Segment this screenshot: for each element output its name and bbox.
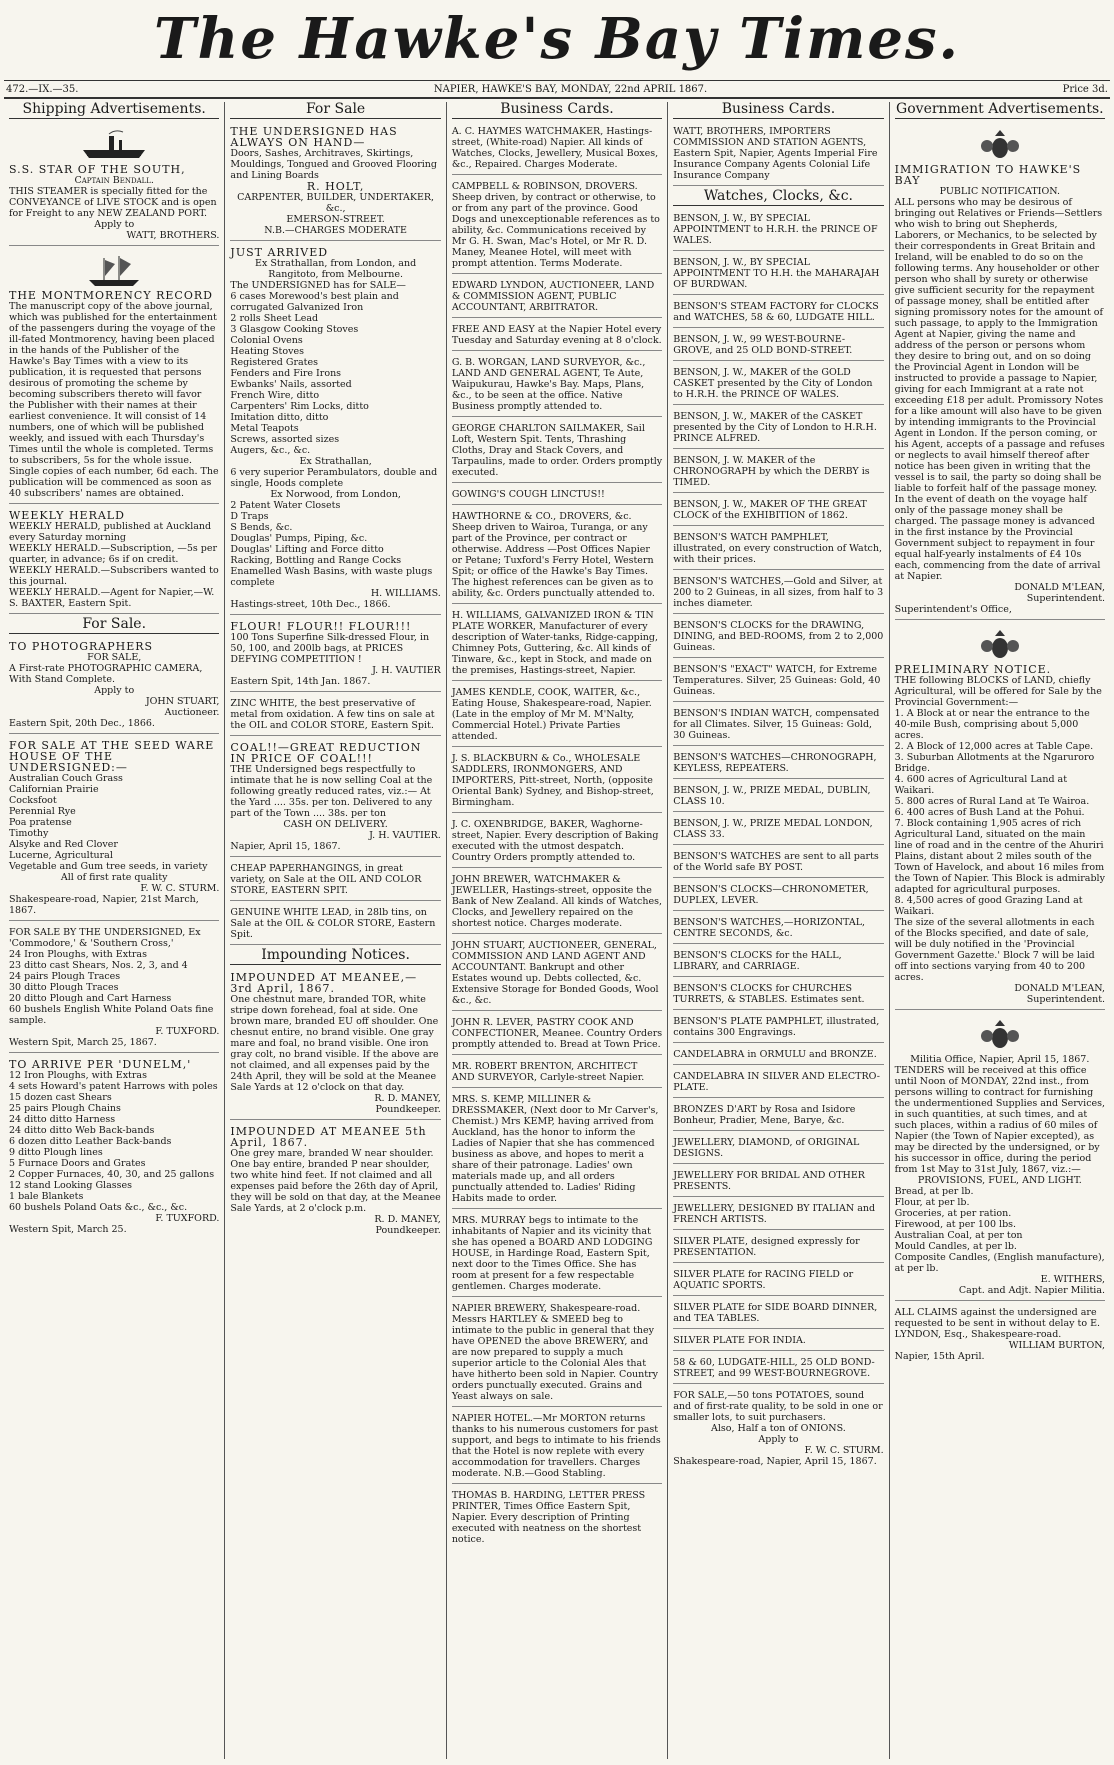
ad-body: The size of the several allotments in each of the Blocks specified, and date of sale, will be duly notified in the 'Provincial Government Gazette.' Block 7 will be laid off into sections varying from 40 to 200 acres.: [894, 917, 1095, 983]
benson-ad: BENSON'S WATCHES—CHRONOGRAPH, KEYLESS, REPEATERS.: [673, 749, 883, 779]
ad-name: H. WILLIAMS.: [370, 588, 441, 599]
business-card: J. C. OXENBRIDGE, BAKER, Waghorne-street, Napier. Every description of Baking executed with the utmost despatch. Country Orders promptly attended to.: [452, 816, 662, 868]
ad-sub: PUBLIC NOTIFICATION.: [939, 186, 1060, 197]
business-card: A. C. HAYMES WATCHMAKER, Hastings-street, (White-road) Napier. All kinds of Watches, Clocks, Jewellery, Musical Boxes, &c., Repaired. Charges Moderate.: [452, 123, 662, 175]
benson-ad: JEWELLERY FOR BRIDAL AND OTHER PRESENTS.: [673, 1167, 883, 1197]
benson-ad: BENSON'S WATCH PAMPHLET, illustrated, on every construction of Watch, with their prices.: [673, 529, 883, 570]
section-heading: For Sale.: [9, 617, 219, 634]
ad-white-lead: [230, 904, 440, 945]
ad-role: Poundkeeper.: [375, 1225, 441, 1236]
ad-body: The manuscript copy of the above journal, which was published for the entertainment of the passengers during the voyage of the ill-fated Montmorency, having been placed in the hands of the Publisher of the Hawke's Bay Times with a view to its publication, it is requested that persons desirous of promoting the scheme by becoming subscribers thereto will favor the Publisher with their names at their earliest convenience. It will consist of 14 numbers, one of which will be published weekly, and issued with each Thursday's Times until the whole is completed. Terms to subscribers, 5s for the whole issue. Single copies of each number, 6d each. The publication will be commenced as soon as 40 subscribers' names are obtained.: [9, 301, 219, 499]
ad-addr: Eastern Spit, 20th Dec., 1866.: [9, 718, 155, 729]
benson-ad: BENSON, J. W., PRIZE MEDAL, DUBLIN, CLASS 10.: [673, 782, 883, 812]
benson-ad: BENSON'S "EXACT" WATCH, for Extreme Temperatures. Silver, 25 Guineas: Gold, 40 Guineas.: [673, 661, 883, 702]
ad-apply: Apply to: [94, 685, 135, 696]
ad-coal: [230, 739, 440, 857]
column-heading: Business Cards.: [673, 102, 883, 119]
list-item: 30 ditto Plough Traces: [9, 982, 119, 993]
ad-body: 6 very superior Perambulators, double and single, Hoods complete: [230, 467, 438, 489]
ad-immigration: [895, 123, 1105, 620]
ad-addr: Shakespeare-road, Napier, April 15, 1867.: [673, 1456, 877, 1467]
list-item: Douglas' Pumps, Piping, &c.: [230, 533, 368, 544]
ad-name: F. W. C. STURM.: [804, 1445, 884, 1456]
ad-line: WEEKLY HERALD.—Subscribers wanted to this journal.: [9, 565, 219, 587]
benson-ad: BENSON'S INDIAN WATCH, compensated for all Climates. Silver, 15 Guineas: Gold, 30 Guineas.: [673, 705, 883, 746]
list-item: Screws, assorted sizes: [230, 434, 340, 445]
ad-note: N.B.—CHARGES MODERATE: [264, 225, 407, 236]
ad-also: Also, Half a ton of ONIONS.: [711, 1423, 846, 1434]
issue-date: NAPIER, HAWKE'S BAY, MONDAY, 22nd APRIL 1867.: [433, 83, 708, 95]
ad-title: THE MONTMORENCY RECORD: [9, 289, 213, 302]
benson-ad: BENSON'S CLOCKS for the DRAWING, DINING, and BED-ROOMS, from 2 to 2,000 Guineas.: [673, 617, 883, 658]
ad-line: WEEKLY HERALD.—Subscription, —5s per quarter, in advance; 6s if on credit.: [9, 543, 218, 565]
list-item: Enamelled Wash Basins, with waste plugs complete: [230, 566, 433, 588]
list-item: 60 bushels English White Poland Oats fine sample.: [9, 1004, 214, 1026]
masthead-title: The Hawke's Bay Times.: [153, 6, 960, 72]
ad-preliminary-notice: [895, 623, 1105, 1010]
benson-ad: BENSON, J. W., PRIZE MEDAL LONDON, CLASS 33.: [673, 815, 883, 845]
ad-intro: The UNDERSIGNED has for SALE—: [230, 280, 406, 291]
list-item: Metal Teapots: [230, 423, 299, 434]
list-item: 4. 600 acres of Agricultural Land at Waikari.: [894, 774, 1068, 796]
ad-name: DONALD M'LEAN,: [1014, 582, 1106, 593]
list-item: 3 Glasgow Cooking Stoves: [230, 324, 359, 335]
business-card: JOHN BREWER, WATCHMAKER & JEWELLER, Hastings-street, opposite the Bank of New Zealand. All kinds of Watches, Clocks, and Jewellery repaired on the shortest notice. Charges moderate.: [452, 871, 662, 934]
list-item: Flour, at per lb.: [894, 1197, 970, 1208]
list-item: Groceries, at per ration.: [894, 1208, 1012, 1219]
benson-ad: BENSON'S WATCHES,—HORIZONTAL, CENTRE SECONDS, &c.: [673, 914, 883, 944]
ad-addr: Shakespeare-road, Napier, 21st March, 1867.: [9, 894, 199, 916]
ad-body: CHEAP PAPERHANGINGS, in great variety, on Sale at the OIL AND COLOR STORE, EASTERN SPIT.: [230, 863, 422, 896]
ad-body: GENUINE WHITE LEAD, in 28lb tins, on Sale at the OIL & COLOR STORE, Eastern Spit.: [230, 907, 436, 940]
ad-weekly-herald: [9, 507, 219, 614]
benson-ad: 58 & 60, LUDGATE-HILL, 25 OLD BOND-STREET, and 99 WEST-BOURNEGROVE.: [673, 1354, 883, 1384]
list-item: 25 pairs Plough Chains: [9, 1103, 121, 1114]
list-item: Registered Grates: [230, 357, 318, 368]
ad-body: THIS STEAMER is specially fitted for the CONVEYANCE of LIVE STOCK and is open for Freight to any NEW ZEALAND PORT.: [9, 186, 217, 219]
list-item: Australian Couch Grass: [9, 773, 123, 784]
benson-ad: BENSON, J. W., BY SPECIAL APPOINTMENT TO H.H. the MAHARAJAH OF BURDWAN.: [673, 254, 883, 295]
ad-body: One grey mare, branded W near shoulder. One bay entire, branded P near shoulder, two white hind feet. If not claimed and all expenses paid before the 26th day of April, they will be sold on that day, at the Meanee Sale Yards, at 2 o'clock p.m.: [230, 1148, 441, 1214]
benson-ad: BENSON, J. W., MAKER of the CASKET presented by the City of London to H.R.H. PRINCE ALFRED.: [673, 408, 883, 449]
list-item: 2. A Block of 12,000 acres at Table Cape.: [894, 741, 1094, 752]
ad-dunelm: [9, 1056, 219, 1239]
list-item: Augers, &c., &c.: [230, 445, 311, 456]
ad-name: J. H. VAUTIER: [372, 665, 441, 676]
list-item: 24 Iron Ploughs, with Extras: [9, 949, 147, 960]
steamship-icon: [79, 128, 149, 162]
list-item: Douglas' Lifting and Force ditto: [230, 544, 384, 555]
ad-name: E. WITHERS,: [1040, 1274, 1106, 1285]
ad-sub: FOR SALE,: [87, 652, 142, 663]
list-item: Alsyke and Red Clover: [9, 839, 118, 850]
ad-body: FOR SALE,—50 tons POTATOES, sound and of first-rate quality, to be sold in one or smaller lots, to suit purchasers.: [673, 1390, 883, 1423]
ad-title: IMMIGRATION TO HAWKE'S BAY: [894, 163, 1082, 187]
ad-apply: Apply to: [758, 1434, 799, 1445]
ad-role: Auctioneer.: [164, 707, 220, 718]
benson-ad: BENSON'S PLATE PAMPHLET, illustrated, contains 300 Engravings.: [673, 1013, 883, 1043]
ad-addr: Western Spit, March 25.: [9, 1224, 127, 1235]
ad-role: Superintendent.: [1026, 994, 1106, 1005]
benson-ad: SILVER PLATE, designed expressly for PRESENTATION.: [673, 1233, 883, 1263]
list-item: 2 Copper Furnaces, 40, 30, and 25 gallons: [9, 1169, 215, 1180]
ad-impounded-1: [230, 969, 440, 1120]
ad-title: IMPOUNDED AT MEANEE,— 3rd April, 1867.: [230, 971, 418, 995]
ad-photographers: [9, 638, 219, 734]
ad-line: WEEKLY HERALD.—Agent for Napier,—W. S. BAXTER, Eastern Spit.: [9, 587, 215, 609]
ad-title: TO ARRIVE PER 'DUNELM,': [9, 1058, 192, 1071]
business-card: JAMES KENDLE, COOK, WAITER, &c., Eating House, Shakespeare-road, Napier. (Late in the employ of Mr M. M'Nalty, Commercial Hotel.) Private Parties attended.: [452, 684, 662, 747]
column-heading: Shipping Advertisements.: [9, 102, 219, 119]
business-card: JOHN STUART, AUCTIONEER, GENERAL, COMMISSION AND LAND AGENT AND ACCOUNTANT. Bankrupt and other Estates wound up. Debts collected, &c. Extensive Storage for Bonded Goods, Wool &c., &c.: [452, 937, 662, 1011]
benson-ad: CANDELABRA in ORMULU and BRONZE.: [673, 1046, 883, 1065]
column-heading: Government Advertisements.: [896, 102, 1104, 117]
section-heading: Watches, Clocks, &c.: [673, 189, 883, 206]
ad-title: JUST ARRIVED: [230, 246, 329, 259]
list-item: 4 sets Howard's patent Harrows with poles: [9, 1081, 218, 1092]
benson-ad: JEWELLERY, DESIGNED BY ITALIAN and FRENCH ARTISTS.: [673, 1200, 883, 1230]
ad-name: WILLIAM BURTON,: [1008, 1340, 1106, 1351]
ad-flour: [230, 618, 440, 692]
business-card: CAMPBELL & ROBINSON, DROVERS. Sheep driven, by contract or otherwise, to or from any part of the province. Good Dogs and unexceptionable references as to ability, &c. Communications received by Mr G. H. Swan, Mac's Hotel, or Mr R. D. Maney, Meanee Hotel, will meet with prompt attention. Terms Moderate.: [452, 178, 662, 274]
ad-role: Poundkeeper.: [375, 1104, 441, 1115]
list-item: 9 ditto Plough lines: [9, 1147, 103, 1158]
list-item: 2 Patent Water Closets: [230, 500, 341, 511]
ad-body: ALL persons who may be desirous of bringing out Relatives or Friends—Settlers who wish to bring out Shepherds, Laborers, or Mechanics, to be selected by their correspondents in Great Britain and Ireland, will be enabled to do so on the following terms. Any householder or other person who shall by surety or otherwise give sufficient security for the repayment of passage money, shall be entitled after signing promissory notes for the amount of such passage, to apply to the Immigration Agent at Napier, giving the name and address of the person or persons whom they desire to bring out, and on so doing the Provincial Agent in London will be instructed to provide a passage to Napier, giving for each Immigrant at a rate not exceeding £18 per adult. Promissory Notes for a like amount will also have to be given by intending immigrants to the Provincial Agent in London. If the person coming, or his Agent, accepts of a passage and refuses or neglects to avail himself thereof after notice has been given in writing that the vessel is to sail, the party so doing shall be liable to forfeit half of the passage money. In the event of death on the voyage half only of the passage money shall be charged. The passage money is advanced in the first instance by the Provincial Government subject to repayment in four equal half-yearly instalments of £4 10s each, commencing from the date of arrival at Napier.: [894, 197, 1105, 582]
business-card: MRS. MURRAY begs to intimate to the inhabitants of Napier and its vicinity that she has opened a BOARD AND LODGING HOUSE, in Hardinge Road, Eastern Spit, next door to the Times Office. She has room at present for a few respectable gentlemen. Charges moderate.: [452, 1212, 662, 1297]
business-card: FREE AND EASY at the Napier Hotel every Tuesday and Saturday evening at 8 o'clock.: [452, 321, 662, 351]
ad-addr: Eastern Spit, 14th Jan. 1867.: [230, 676, 371, 687]
ad-body: One chestnut mare, branded TOR, white stripe down forehead, foal at side. One brown mare, branded EU off shoulder. One chesnut entire, no brand visible. One gray mare and foal, no brand visible. One iron gray colt, no brand visible. If the above are not claimed, and all expenses paid by the 24th April, they will be sold at the Meanee Sale Yards at 12 o'clock on that day.: [230, 994, 439, 1093]
ad-captain: Captain Bendall.: [74, 175, 154, 186]
ad-sub: Ex Norwood, from London,: [270, 489, 401, 500]
business-card: GEORGE CHARLTON SAILMAKER, Sail Loft, Western Spit. Tents, Thrashing Cloths, Dray and Stack Covers, and Tarpaulins, made to order. Orders promptly executed.: [452, 420, 662, 483]
ad-name: F. W. C. STURM.: [140, 883, 220, 894]
ad-name: JOHN STUART,: [145, 696, 220, 707]
business-card: H. WILLIAMS, GALVANIZED IRON & TIN PLATE WORKER, Manufacturer of every description of Water-tanks, Ridge-capping, Chimney Pots, Guttering, &c. All kinds of Tinware, &c., kept in Stock, and made on the premises, Hastings-street, Napier.: [452, 607, 662, 681]
list-item: Perennial Rye: [9, 806, 76, 817]
list-item: 5. 800 acres of Rural Land at Te Wairoa.: [894, 796, 1090, 807]
benson-ad: CANDELABRA IN SILVER AND ELECTRO-PLATE.: [673, 1068, 883, 1098]
business-card: NAPIER HOTEL.—Mr MORTON returns thanks to his numerous customers for past support, and begs to intimate to his friends that the Hotel is now replete with every accommodation for travellers. Charges moderate. N.B.—Good Stabling.: [452, 1410, 662, 1484]
business-card-watt: WATT, BROTHERS, IMPORTERS COMMISSION AND STATION AGENTS, Eastern Spit, Napier, Agents Imperial Fire Insurance Company Agents Colonial Life Insurance Company: [673, 123, 883, 186]
list-item: 3. Suburban Allotments at the Ngaruroro Bridge.: [894, 752, 1095, 774]
list-item: Australian Coal, at per ton: [894, 1230, 1023, 1241]
sailing-ship-icon: [79, 254, 149, 288]
ad-name: J. H. VAUTIER.: [369, 830, 441, 841]
ad-body: ALL CLAIMS against the undersigned are requested to be sent in without delay to E. LYNDON, Esq., Shakespeare-road.: [894, 1307, 1101, 1340]
ad-tuxford-sale: [9, 924, 219, 1053]
list-item: 1. A Block at or near the entrance to the 40-mile Bush, comprising about 5,000 acres.: [894, 708, 1090, 741]
price: Price 3d.: [1062, 83, 1108, 95]
business-card: HAWTHORNE & CO., DROVERS, &c. Sheep driven to Wairoa, Turanga, or any part of the Province, per contract or otherwise. Address —Post Offices Napier or Petane; Tuxford's Ferry Hotel, Western Spit; or office of the Hawke's Bay Times. The highest references can be given as to ability, &c. Orders punctually attended to.: [452, 508, 662, 604]
ad-body: THE Undersigned begs respectfully to intimate that he is now selling Coal at the following greatly reduced rates, viz.:— At the Yard .... 35s. per ton. Delivered to any part of the Town .... 38s. per ton: [230, 764, 433, 819]
ad-role: Superintendent.: [1026, 593, 1106, 604]
ad-office: Superintendent's Office,: [894, 604, 1012, 615]
business-card: EDWARD LYNDON, AUCTIONEER, LAND & COMMISSION AGENT, PUBLIC ACCOUNTANT, ARBITRATOR.: [452, 277, 662, 318]
benson-ad: BENSON, J. W. MAKER of the CHRONOGRAPH by which the DERBY is TIMED.: [673, 452, 883, 493]
column-business-cards-1: [447, 102, 668, 1759]
ad-title: WEEKLY HERALD: [9, 509, 125, 522]
list-item: 5 Furnace Doors and Grates: [9, 1158, 146, 1169]
ad-claims: [895, 1304, 1105, 1366]
list-item: 12 Iron Ploughs, with Extras: [9, 1070, 147, 1081]
list-item: 15 dozen cast Shears: [9, 1092, 112, 1103]
list-item: Cocksfoot: [9, 795, 57, 806]
list-item: 24 ditto ditto Harness: [9, 1114, 116, 1125]
ad-militia-tenders: [895, 1013, 1105, 1301]
list-item: 6 cases Morewood's best plain and corrugated Galvanized Iron: [230, 291, 399, 313]
benson-ad: SILVER PLATE for SIDE BOARD DINNER, and TEA TABLES.: [673, 1299, 883, 1329]
list-item: 6. 400 acres of Bush Land at the Pohui.: [894, 807, 1085, 818]
ad-title: TO PHOTOGRAPHERS: [9, 640, 154, 653]
benson-ad: BENSON'S WATCHES,—Gold and Silver, at 200 to 2 Guineas, in all sizes, from half to 3 inches diameter.: [673, 573, 883, 614]
business-card: J. S. BLACKBURN & Co., WHOLESALE SADDLERS, IRONMONGERS, AND IMPORTERS, Pitt-street, North, (opposite Oriental Bank) Sydney, and Bishop-street, Birmingham.: [452, 750, 662, 813]
list-item: Firewood, at per 100 lbs.: [894, 1219, 1017, 1230]
list-item: Lucerne, Agricultural: [9, 850, 113, 861]
ad-name: DONALD M'LEAN,: [1014, 983, 1106, 994]
column-business-cards-2: [668, 102, 889, 1759]
ad-apply: Apply to: [94, 219, 135, 230]
ad-title: IMPOUNDED AT MEANEE 5th April, 1867.: [230, 1125, 427, 1149]
ad-holt: [230, 123, 440, 241]
ad-paperhangings: [230, 860, 440, 901]
list-item: 60 bushels Poland Oats &c., &c., &c.: [9, 1202, 188, 1213]
list-item: Racking, Bottling and Range Cocks: [230, 555, 402, 566]
ad-intro: THE following BLOCKS of LAND, chiefly Agricultural, will be offered for Sale by the Provincial Government:—: [894, 675, 1102, 708]
column-heading: For Sale: [230, 102, 440, 119]
ad-addr: Napier, 15th April.: [894, 1351, 985, 1362]
ad-addr: Hastings-street, 10th Dec., 1866.: [230, 599, 391, 610]
ad-montmorency: [9, 249, 219, 504]
ad-name: R. D. MANEY,: [374, 1214, 441, 1225]
ad-title: S.S. STAR OF THE SOUTH,: [9, 163, 186, 176]
benson-ad: BENSON'S CLOCKS for the HALL, LIBRARY, and CARRIAGE.: [673, 947, 883, 977]
column-shipping: [4, 102, 225, 1759]
list-item: Bread, at per lb.: [894, 1186, 974, 1197]
list-item: 6 dozen ditto Leather Back-bands: [9, 1136, 172, 1147]
list-item: Heating Stoves: [230, 346, 304, 357]
list-item: Composite Candles, (English manufacture), at per lb.: [894, 1252, 1105, 1274]
list-item: Mould Candles, at per lb.: [894, 1241, 1017, 1252]
list-item: 12 stand Looking Glasses: [9, 1180, 132, 1191]
list-item: 24 ditto ditto Web Back-bands: [9, 1125, 155, 1136]
ad-star-of-the-south: [9, 123, 219, 246]
benson-ad: BENSON'S STEAM FACTORY for CLOCKS and WATCHES, 58 & 60, LUDGATE HILL.: [673, 298, 883, 328]
ad-role: CARPENTER, BUILDER, UNDERTAKER, &c.,: [237, 192, 435, 214]
dateline: [4, 80, 1110, 99]
business-card: MRS. S. KEMP, MILLINER & DRESSMAKER, (Next door to Mr Carver's, Chemist.) Mrs KEMP, having arrived from Auckland, has the honor to inform the Ladies of Napier that she has commenced business as above, and hopes to merit a share of their patronage. Ladies' own materials made up, and all orders punctually attended to. Ladies' Riding Habits made to order.: [452, 1091, 662, 1209]
business-card: THOMAS B. HARDING, LETTER PRESS PRINTER, Times Office Eastern Spit, Napier. Every description of Printing executed with neatness on the shortest notice.: [451, 1490, 646, 1545]
list-item: Imitation ditto, ditto: [230, 412, 329, 423]
list-item: S Bends, &c.: [230, 522, 293, 533]
list-item: Timothy: [9, 828, 49, 839]
list-item: Carpenters' Rim Locks, ditto: [230, 401, 369, 412]
business-card: G. B. WORGAN, LAND SURVEYOR, &c., LAND AND GENERAL AGENT, Te Aute, Waipukurau, Hawke's Bay. Maps, Plans, &c., to be seen at the office. Native Business promptly attended to.: [452, 354, 662, 417]
ad-role: Capt. and Adjt. Napier Militia.: [958, 1285, 1106, 1296]
list-item: D Traps: [230, 511, 269, 522]
list-item: 23 ditto cast Shears, Nos. 2, 3, and 4: [9, 960, 188, 971]
ad-title: PRELIMINARY NOTICE.: [894, 663, 1052, 676]
list-item: All of first rate quality: [60, 872, 168, 883]
ad-agent: WATT, BROTHERS.: [126, 230, 220, 241]
ad-title: FLOUR! FLOUR!! FLOUR!!!: [230, 620, 412, 633]
ad-name: R. D. MANEY,: [374, 1093, 441, 1104]
business-card: GOWING'S COUGH LINCTUS!!: [452, 486, 662, 505]
ad-sub: Ex Strathallan,: [299, 456, 372, 467]
ad-potatoes: [673, 1387, 883, 1471]
benson-ad: BENSON, J. W., MAKER OF THE GREAT CLOCK of the EXHIBITION of 1862.: [673, 496, 883, 526]
benson-ad: SILVER PLATE for RACING FIELD or AQUATIC SPORTS.: [673, 1266, 883, 1296]
list-item: 8. 4,500 acres of good Grazing Land at Waikari.: [894, 895, 1083, 917]
ad-sub: PROVISIONS, FUEL, AND LIGHT.: [917, 1175, 1082, 1186]
ad-body: ZINC WHITE, the best preservative of metal from oxidation. A few tins on sale at the OIL and COLOR STORE, Eastern Spit.: [230, 698, 435, 731]
royal-crest-icon: [977, 128, 1023, 162]
list-item: Californian Prairie: [9, 784, 99, 795]
benson-ad: BENSON, J. W., MAKER of the GOLD CASKET presented by the City of London to H.R.H. the PRINCE OF WALES.: [673, 364, 883, 405]
ad-title: FOR SALE AT THE SEED WARE HOUSE OF THE UNDERSIGNED:—: [9, 739, 215, 774]
ad-body: Doors, Sashes, Architraves, Skirtings, Mouldings, Tongued and Grooved Flooring and Lining Boards: [230, 148, 437, 181]
ad-zinc-white: [230, 695, 440, 736]
ad-body: 100 Tons Superfine Silk-dressed Flour, in 50, 100, and 200lb bags, at PRICES DEFYING COMPETITION !: [230, 632, 430, 665]
benson-ad: BENSON, J. W., BY SPECIAL APPOINTMENT to H.R.H. the PRINCE OF WALES.: [673, 210, 883, 251]
column-heading: Business Cards.: [452, 102, 662, 119]
ad-body: TENDERS will be received at this office until Noon of MONDAY, 22nd inst., from persons willing to contract for furnishing the undermentioned Supplies and Services, in such quantities, at such times, and at such places, within a radius of 60 miles of Napier (the Town of Napier excepted), as may be directed by the undersigned, or by his successor in office, during the period from 1st May to 31st July, 1867, viz.:—: [894, 1065, 1106, 1175]
ad-just-arrived: [230, 244, 440, 615]
benson-ad: SILVER PLATE FOR INDIA.: [673, 1332, 883, 1351]
ad-note: CASH ON DELIVERY.: [283, 819, 388, 830]
list-item: 1 bale Blankets: [9, 1191, 84, 1202]
ad-addr: Western Spit, March 25, 1867.: [9, 1037, 157, 1048]
benson-ad: BENSON'S WATCHES are sent to all parts of the World safe BY POST.: [673, 848, 883, 878]
list-item: French Wire, ditto: [230, 390, 320, 401]
ad-addr: Napier, April 15, 1867.: [230, 841, 341, 852]
list-item: 24 pairs Plough Traces: [9, 971, 121, 982]
business-card: MR. ROBERT BRENTON, ARCHITECT AND SURVEYOR, Carlyle-street Napier.: [452, 1058, 662, 1088]
benson-ad: BENSON'S CLOCKS—CHRONOMETER, DUPLEX, LEVER.: [673, 881, 883, 911]
royal-crest-icon: [977, 1018, 1023, 1052]
ad-addr: EMERSON-STREET.: [286, 214, 385, 225]
section-heading: Impounding Notices.: [230, 948, 440, 965]
issue-number: 472.—IX.—35.: [6, 83, 79, 95]
business-card: NAPIER BREWERY, Shakespeare-road. Messrs HARTLEY & SMEED beg to intimate to the public in general that they have OPENED the above BREWERY, and are now prepared to supply a much superior article to the Colonial Ales that have hitherto been sold in Napier. Country orders punctually executed. Grains and Yeast always on sale.: [452, 1300, 662, 1407]
list-item: Ewbanks' Nails, assorted: [230, 379, 352, 390]
list-item: Vegetable and Gum tree seeds, in variety: [9, 861, 208, 872]
list-item: 7. Block containing 1,905 acres of rich Agricultural Land, situated on the main line of road and in the centre of the Ahuriri Plains, distant about 2 miles south of the Town of Havelock, and about 16 miles from the Town of Napier. This Block is admirably adapted for agricultural purposes.: [894, 818, 1105, 895]
list-item: 2 rolls Sheet Lead: [230, 313, 319, 324]
ad-impounded-2: [230, 1123, 440, 1240]
ad-name: F. TUXFORD.: [155, 1213, 220, 1224]
column-government: [890, 102, 1110, 1759]
ad-title: FOR SALE BY THE UNDERSIGNED, Ex 'Commodore,' & 'Southern Cross,': [9, 927, 201, 949]
benson-ad: BENSON, J. W., 99 WEST-BOURNE-GROVE, and 25 OLD BOND-STREET.: [673, 331, 883, 361]
ad-name: R. HOLT,: [306, 180, 365, 193]
list-item: 20 ditto Plough and Cart Harness: [9, 993, 172, 1004]
ad-office: Militia Office, Napier, April 15, 1867.: [910, 1054, 1090, 1065]
ad-line: WEEKLY HERALD, published at Auckland every Saturday morning: [9, 521, 212, 543]
royal-crest-icon: [977, 628, 1023, 662]
ad-title: THE UNDERSIGNED HAS ALWAYS ON HAND—: [230, 125, 398, 149]
benson-ad: BRONZES D'ART by Rosa and Isidore Bonheur, Pradier, Mene, Barye, &c.: [673, 1101, 883, 1131]
ad-sub: Ex Strathallan, from London, and Rangitoto, from Melbourne.: [255, 258, 417, 280]
benson-ad: BENSON'S CLOCKS for CHURCHES TURRETS, & STABLES. Estimates sent.: [673, 980, 883, 1010]
ad-body: A First-rate PHOTOGRAPHIC CAMERA, With Stand Complete.: [9, 663, 203, 685]
column-for-sale: [225, 102, 446, 1759]
ad-title: COAL!!—GREAT REDUCTION IN PRICE OF COAL!!!: [230, 741, 422, 765]
business-card: JOHN R. LEVER, PASTRY COOK AND CONFECTIONER, Meanee. Country Orders promptly attended to. Bread at Town Price.: [452, 1014, 662, 1055]
list-item: Fenders and Fire Irons: [230, 368, 342, 379]
list-item: Colonial Ovens: [230, 335, 303, 346]
columns: [4, 102, 1110, 1759]
benson-ad: JEWELLERY, DIAMOND, of ORIGINAL DESIGNS.: [673, 1134, 883, 1164]
list-item: Poa pratense: [9, 817, 72, 828]
ad-seed-warehouse: [9, 737, 219, 921]
ad-name: F. TUXFORD.: [155, 1026, 220, 1037]
